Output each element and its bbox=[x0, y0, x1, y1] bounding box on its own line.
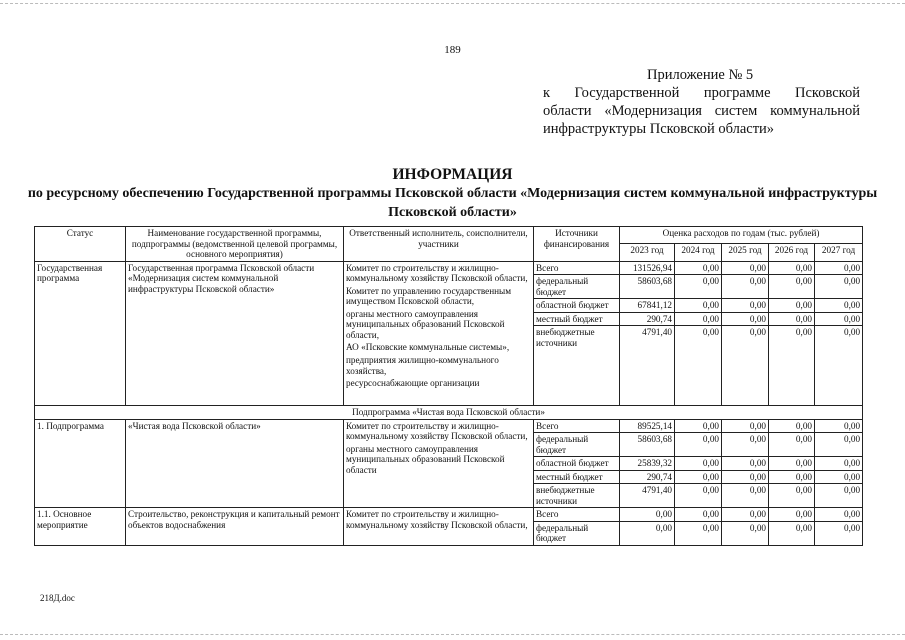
executor-cell: Комитет по строительству и жилищно-коммунальному хозяйству Псковской области, bbox=[344, 508, 534, 546]
value-cell: 0,00 bbox=[675, 484, 722, 508]
status-cell: 1.1. Основное мероприятие bbox=[35, 508, 126, 546]
value-cell: 0,00 bbox=[722, 484, 769, 508]
value-cell: 0,00 bbox=[722, 419, 769, 433]
value-cell: 0,00 bbox=[815, 457, 863, 471]
value-cell: 4791,40 bbox=[620, 326, 675, 406]
value-cell: 0,00 bbox=[722, 261, 769, 275]
source-cell: федеральный бюджет bbox=[534, 433, 620, 457]
executor-line: Комитет по строительству и жилищно-коммунальному хозяйству Псковской области, bbox=[346, 420, 528, 441]
value-cell: 67841,12 bbox=[620, 299, 675, 313]
executor-line: органы местного самоуправления муниципальных образований Псковской области, bbox=[346, 308, 505, 340]
source-cell: федеральный бюджет bbox=[534, 275, 620, 299]
value-cell: 0,00 bbox=[769, 433, 815, 457]
value-cell: 58603,68 bbox=[620, 275, 675, 299]
value-cell: 4791,40 bbox=[620, 484, 675, 508]
value-cell: 0,00 bbox=[675, 419, 722, 433]
table-row bbox=[35, 261, 863, 275]
value-cell: 0,00 bbox=[675, 508, 722, 522]
value-cell: 0,00 bbox=[815, 299, 863, 313]
col-header-executor: Ответственный исполнитель, соисполнители, участники bbox=[344, 227, 534, 262]
value-cell: 290,74 bbox=[620, 312, 675, 326]
col-header-estimate: Оценка расходов по годам (тыс. рублей) bbox=[620, 227, 863, 244]
table-row bbox=[35, 419, 863, 433]
source-cell: областной бюджет bbox=[534, 457, 620, 471]
value-cell: 0,00 bbox=[769, 457, 815, 471]
value-cell: 0,00 bbox=[722, 326, 769, 406]
value-cell: 0,00 bbox=[815, 470, 863, 484]
source-cell: местный бюджет bbox=[534, 312, 620, 326]
value-cell: 0,00 bbox=[722, 312, 769, 326]
value-cell: 0,00 bbox=[675, 433, 722, 457]
value-cell: 0,00 bbox=[675, 312, 722, 326]
appendix-line: области «Модернизация систем коммунальной bbox=[543, 103, 860, 119]
scan-edge-bottom bbox=[0, 634, 905, 636]
value-cell: 0,00 bbox=[722, 457, 769, 471]
page-number: 189 bbox=[444, 44, 461, 56]
scan-edge-top bbox=[0, 3, 905, 5]
value-cell: 0,00 bbox=[815, 419, 863, 433]
source-cell: федеральный бюджет bbox=[534, 521, 620, 545]
source-cell: внебюджетные источники bbox=[534, 484, 620, 508]
value-cell: 25839,32 bbox=[620, 457, 675, 471]
value-cell: 0,00 bbox=[769, 326, 815, 406]
source-cell: внебюджетные источники bbox=[534, 326, 620, 406]
value-cell: 0,00 bbox=[675, 299, 722, 313]
executor-cell bbox=[344, 261, 534, 406]
name-cell: Государственная программа Псковской области «Модернизация систем коммунальной инфраструктуры Псковской области» bbox=[126, 261, 344, 406]
executor-cell bbox=[344, 419, 534, 508]
executor-line: органы местного самоуправления муниципальных образований Псковской области bbox=[346, 443, 505, 475]
value-cell: 0,00 bbox=[769, 299, 815, 313]
resource-table bbox=[34, 226, 863, 546]
value-cell: 0,00 bbox=[722, 275, 769, 299]
document-subtitle: по ресурсному обеспечению Государственной программы Псковской области «Модернизация систем коммунальной инфраструктуры Псковской области» bbox=[27, 186, 878, 220]
source-cell: областной бюджет bbox=[534, 299, 620, 313]
col-header-year: 2024 год bbox=[675, 244, 722, 261]
table-row bbox=[35, 508, 863, 522]
value-cell: 0,00 bbox=[675, 521, 722, 545]
source-cell: местный бюджет bbox=[534, 470, 620, 484]
value-cell: 131526,94 bbox=[620, 261, 675, 275]
col-header-source: Источники финансирования bbox=[534, 227, 620, 262]
col-header-year: 2025 год bbox=[722, 244, 769, 261]
value-cell: 0,00 bbox=[675, 457, 722, 471]
value-cell: 0,00 bbox=[815, 508, 863, 522]
value-cell: 89525,14 bbox=[620, 419, 675, 433]
col-header-year: 2026 год bbox=[769, 244, 815, 261]
value-cell: 0,00 bbox=[769, 261, 815, 275]
value-cell: 0,00 bbox=[620, 508, 675, 522]
col-header-name: Наименование государственной программы, подпрограммы (ведомственной целевой программы, основного мероприятия) bbox=[126, 227, 344, 262]
value-cell: 0,00 bbox=[769, 521, 815, 545]
subprogram-heading-row bbox=[35, 406, 863, 420]
value-cell: 0,00 bbox=[769, 312, 815, 326]
value-cell: 290,74 bbox=[620, 470, 675, 484]
value-cell: 0,00 bbox=[722, 470, 769, 484]
col-header-status: Статус bbox=[35, 227, 126, 262]
value-cell: 0,00 bbox=[675, 326, 722, 406]
appendix-line: инфраструктуры Псковской области» bbox=[543, 121, 775, 137]
executor-line: ресурсоснабжающие организации bbox=[346, 378, 480, 388]
value-cell: 0,00 bbox=[722, 508, 769, 522]
value-cell: 0,00 bbox=[722, 433, 769, 457]
header-row bbox=[35, 227, 863, 244]
subprogram-heading: Подпрограмма «Чистая вода Псковской области» bbox=[35, 406, 863, 420]
executor-line: Комитет по управлению государственным имуществом Псковской области, bbox=[346, 285, 512, 306]
appendix-block bbox=[543, 66, 860, 138]
value-cell: 0,00 bbox=[675, 261, 722, 275]
value-cell: 0,00 bbox=[769, 484, 815, 508]
value-cell: 0,00 bbox=[815, 484, 863, 508]
value-cell: 0,00 bbox=[722, 521, 769, 545]
executor-line: предприятия жилищно-коммунального хозяйства, bbox=[346, 355, 499, 376]
value-cell: 0,00 bbox=[815, 275, 863, 299]
name-cell: «Чистая вода Псковской области» bbox=[126, 419, 344, 508]
value-cell: 0,00 bbox=[815, 326, 863, 406]
value-cell: 0,00 bbox=[815, 261, 863, 275]
name-cell: Строительство, реконструкция и капитальный ремонт объектов водоснабжения bbox=[126, 508, 344, 546]
executor-line: АО «Псковские коммунальные системы», bbox=[346, 342, 510, 352]
value-cell: 0,00 bbox=[815, 521, 863, 545]
value-cell: 0,00 bbox=[769, 275, 815, 299]
value-cell: 0,00 bbox=[769, 419, 815, 433]
col-header-year: 2023 год bbox=[620, 244, 675, 261]
appendix-line: к Государственной программе Псковской bbox=[543, 85, 860, 101]
appendix-number: Приложение № 5 bbox=[647, 67, 754, 83]
document-title: ИНФОРМАЦИЯ bbox=[392, 166, 513, 183]
source-cell: Всего bbox=[534, 419, 620, 433]
file-name-footer: 218Д.doc bbox=[40, 593, 75, 603]
col-header-year: 2027 год bbox=[815, 244, 863, 261]
value-cell: 0,00 bbox=[620, 521, 675, 545]
status-cell: 1. Подпрограмма bbox=[35, 419, 126, 508]
value-cell: 0,00 bbox=[769, 470, 815, 484]
source-cell: Всего bbox=[534, 508, 620, 522]
status-cell: Государственная программа bbox=[35, 261, 126, 406]
value-cell: 0,00 bbox=[675, 275, 722, 299]
value-cell: 0,00 bbox=[815, 433, 863, 457]
executor-line: Комитет по строительству и жилищно-коммунальному хозяйству Псковской области, bbox=[346, 262, 528, 283]
value-cell: 0,00 bbox=[675, 470, 722, 484]
value-cell: 0,00 bbox=[722, 299, 769, 313]
value-cell: 0,00 bbox=[815, 312, 863, 326]
source-cell: Всего bbox=[534, 261, 620, 275]
value-cell: 58603,68 bbox=[620, 433, 675, 457]
value-cell: 0,00 bbox=[769, 508, 815, 522]
